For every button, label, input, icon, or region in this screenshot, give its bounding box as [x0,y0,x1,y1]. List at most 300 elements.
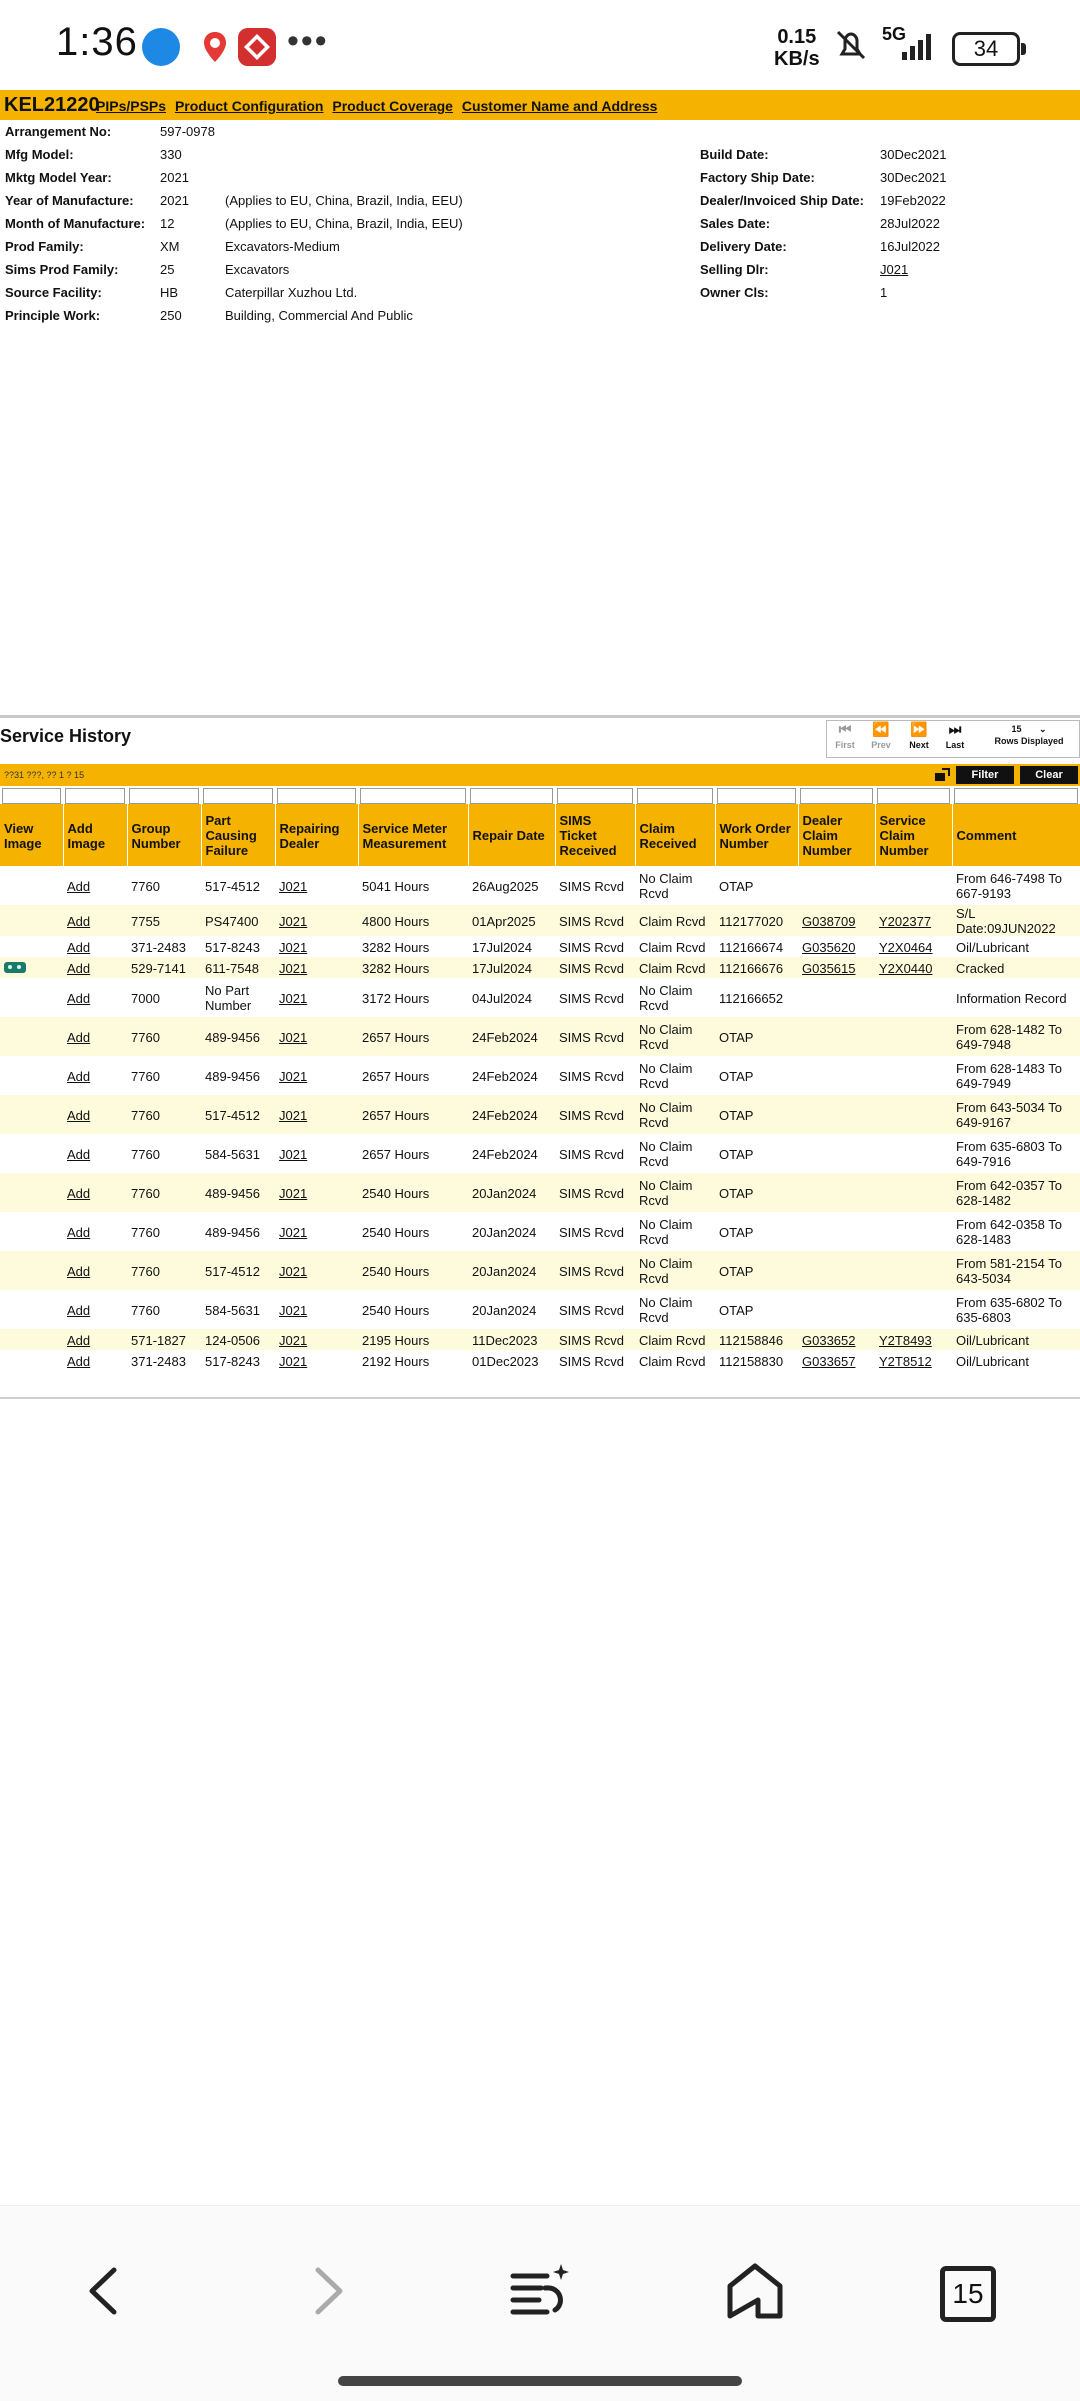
cell-sims: SIMS Rcvd [559,1224,625,1240]
add-image-link[interactable]: Add [67,1068,91,1084]
dealer-link[interactable]: J021 [279,1224,308,1240]
filter-button[interactable]: Filter [956,766,1014,784]
detail-label: Delivery Date: [700,239,787,254]
cell-dealer [275,1350,358,1371]
dealer-link[interactable]: J021 [279,1068,308,1084]
dclaim-link[interactable]: G033652 [802,1332,856,1348]
view-image-cell [0,1212,63,1251]
view-image-cell [0,1056,63,1095]
filter-cell [63,788,127,804]
cell-dclaim [798,957,875,978]
table-row [0,1134,1080,1173]
cell-part: 489-9456 [205,1068,260,1084]
cell-dealer [275,1212,358,1251]
dclaim-link[interactable]: G035615 [802,960,856,976]
network-type: 5G [882,24,907,44]
cell-sims: SIMS Rcvd [559,1029,625,1045]
detail-value: HB [160,285,179,300]
prev-page-button[interactable]: ⏪ Prev [871,721,891,750]
cell-sims: SIMS Rcvd [559,1068,625,1084]
cell-dealer [275,978,358,1017]
detail-value: 16Jul2022 [880,239,940,254]
filter-cell [358,788,468,804]
table-row [0,1017,1080,1056]
add-image-cell [63,1095,127,1134]
cell-part: 124-0506 [205,1332,260,1348]
column-header[interactable]: Claim Received [635,804,715,866]
cell-wo: 112166652 [719,990,784,1006]
filter-row [0,788,1080,804]
add-image-cell [63,1290,127,1329]
cell-date: 04Jul2024 [472,990,532,1006]
dealer-link[interactable]: J021 [279,913,308,929]
battery-indicator: 34 [952,32,1020,66]
detail-label: Dealer/Invoiced Ship Date: [700,193,864,208]
add-image-cell [63,866,127,905]
cell-dclaim [798,1290,875,1329]
serial-number: KEL21220 [4,94,100,116]
cell-smu: 2540 Hours [362,1302,430,1318]
dealer-link[interactable]: J021 [279,1107,308,1123]
column-header[interactable]: Group Number [127,804,201,866]
cell-date: 01Apr2025 [472,913,536,929]
gesture-indicator [338,2376,742,2386]
cell-part: 489-9456 [205,1185,260,1201]
cell-claim: No Claim Rcvd [639,1295,693,1325]
table-row [0,905,1080,936]
add-image-link[interactable]: Add [67,1185,91,1201]
filter-cell [468,788,555,804]
cell-date: 24Feb2024 [472,1146,538,1162]
view-image-cell [0,936,63,957]
cell-smu: 4800 Hours [362,913,430,929]
detail-note: (Applies to EU, China, Brazil, India, EEU) [225,193,463,208]
cell-sims: SIMS Rcvd [559,913,625,929]
detail-note: Caterpillar Xuzhou Ltd. [225,285,358,300]
cell-sims: SIMS Rcvd [559,990,625,1006]
cell-dclaim [798,1212,875,1251]
filter-input[interactable] [277,788,356,804]
cell-dealer [275,1017,358,1056]
column-header[interactable]: Service Meter Measurement [358,804,468,866]
filter-cell [952,788,1080,804]
cell-part: 517-4512 [205,1107,260,1123]
cell-date: 20Jan2024 [472,1185,537,1201]
dclaim-link[interactable]: G033657 [802,1353,856,1369]
cell-wo: OTAP [719,1263,754,1279]
dealer-link[interactable]: J021 [279,1029,308,1045]
cell-comment: From 646-7498 To 667-9193 [956,871,1062,901]
add-image-link[interactable]: Add [67,960,91,976]
add-image-link[interactable]: Add [67,939,91,955]
filter-input[interactable] [637,788,713,804]
location-app-icon [196,28,234,66]
sclaim-link[interactable]: Y2T8512 [879,1353,932,1369]
dealer-link[interactable]: J021 [279,1353,308,1369]
cell-comment: Oil/Lubricant [956,1353,1029,1369]
cell-group: 571-1827 [131,1332,186,1348]
view-image-cell [0,1350,63,1371]
detail-label: Month of Manufacture: [5,216,146,231]
service-history-table [0,788,1080,1371]
cell-group: 7000 [131,990,160,1006]
cell-sims: SIMS Rcvd [559,878,625,894]
dealer-link[interactable]: J021 [279,1302,308,1318]
filter-input[interactable] [954,788,1078,804]
cell-part: 517-4512 [205,878,260,894]
view-image-cell [0,1134,63,1173]
detail-label: Source Facility: [5,285,102,300]
detail-label: Factory Ship Date: [700,170,815,185]
cell-part: 584-5631 [205,1146,260,1162]
home-icon[interactable] [720,2256,790,2326]
table-row [0,957,1080,978]
cell-sims: SIMS Rcvd [559,1302,625,1318]
dealer-link[interactable]: J021 [279,1263,308,1279]
cell-dealer [275,936,358,957]
column-header[interactable]: Repairing Dealer [275,804,358,866]
add-image-cell [63,905,127,936]
cell-comment: Cracked [956,960,1005,976]
status-bar [0,0,1080,88]
more-notifications-icon: ••• [287,22,329,60]
view-image-cell [0,1251,63,1290]
dealer-link[interactable]: J021 [279,990,308,1006]
cell-smu: 2657 Hours [362,1107,430,1123]
cell-dclaim [798,1329,875,1350]
add-image-link[interactable]: Add [67,1263,91,1279]
dclaim-link[interactable]: G038709 [802,913,856,929]
cell-sims: SIMS Rcvd [559,1146,625,1162]
cell-claim: Claim Rcvd [639,960,706,976]
cell-dclaim [798,978,875,1017]
machine-header [0,90,1080,120]
cell-wo: OTAP [719,1302,754,1318]
cell-dealer [275,1134,358,1173]
cell-wo: 112158830 [719,1353,784,1369]
cell-group: 7760 [131,878,160,894]
cell-sclaim [875,1251,952,1290]
detail-value: XM [160,239,180,254]
cell-sims: SIMS Rcvd [559,1263,625,1279]
cell-part: No Part Number [205,983,252,1013]
detail-label: Mktg Model Year: [5,170,112,185]
cell-smu: 2657 Hours [362,1146,430,1162]
cell-dclaim [798,936,875,957]
column-header[interactable]: Add Image [63,804,127,866]
detail-note: Building, Commercial And Public [225,308,413,323]
link-product-coverage[interactable]: Product Coverage [332,98,453,114]
cell-wo: OTAP [719,1029,754,1045]
cell-dclaim [798,1056,875,1095]
cell-group: 371-2483 [131,939,186,955]
filter-input[interactable] [65,788,125,804]
filter-input[interactable] [203,788,273,804]
table-bottom-border [0,1397,1080,1399]
table-row [0,1251,1080,1290]
cell-sclaim [875,1350,952,1371]
back-icon[interactable] [70,2256,140,2326]
cell-group: 7760 [131,1263,160,1279]
cell-sclaim [875,957,952,978]
cell-claim: No Claim Rcvd [639,1022,693,1052]
cell-smu: 2195 Hours [362,1332,430,1348]
add-image-cell [63,1212,127,1251]
cell-comment: From 643-5034 To 649-9167 [956,1100,1062,1130]
signal-icon [882,24,940,64]
link-product-configuration[interactable]: Product Configuration [174,98,324,114]
cell-smu: 2540 Hours [362,1185,430,1201]
filter-input[interactable] [800,788,873,804]
view-image-cell [0,957,63,978]
column-header[interactable]: View Image [0,804,63,866]
cell-sims: SIMS Rcvd [559,960,625,976]
cell-smu: 2192 Hours [362,1353,430,1369]
add-image-cell [63,1251,127,1290]
detail-value: 1 [880,285,888,300]
table-body [0,866,1080,1371]
dealer-link[interactable]: J021 [279,1185,308,1201]
cell-group: 371-2483 [131,1353,186,1369]
cell-date: 20Jan2024 [472,1263,537,1279]
add-image-link[interactable]: Add [67,1029,91,1045]
add-image-link[interactable]: Add [67,1107,91,1123]
column-header[interactable]: Repair Date [468,804,555,866]
cell-comment: From 628-1482 To 649-7948 [956,1022,1062,1052]
cell-dealer [275,1095,358,1134]
cell-comment: Information Record [956,990,1067,1006]
cell-part: 489-9456 [205,1029,260,1045]
link-customer-name-address[interactable]: Customer Name and Address [461,98,658,114]
selling-dealer-link[interactable]: J021 [880,262,909,277]
detail-value: 12 [160,216,175,231]
cell-group: 7755 [131,913,160,929]
cell-dealer [275,1056,358,1095]
cell-sclaim [875,1056,952,1095]
tabs-button[interactable]: 15 [940,2266,996,2322]
add-image-cell [63,1329,127,1350]
add-image-cell [63,1173,127,1212]
cell-dclaim [798,1134,875,1173]
cell-sclaim [875,1173,952,1212]
cell-date: 26Aug2025 [472,878,539,894]
cell-dclaim [798,905,875,936]
filter-cell [635,788,715,804]
filter-input[interactable] [129,788,199,804]
cell-dclaim [798,1017,875,1056]
sclaim-link[interactable]: Y2X0464 [879,939,933,955]
filter-input[interactable] [557,788,633,804]
cell-dealer [275,866,358,905]
table-row [0,1350,1080,1371]
filter-cell [275,788,358,804]
dealer-link[interactable]: J021 [279,960,308,976]
column-header[interactable]: Service Claim Number [875,804,952,866]
add-image-cell [63,1017,127,1056]
dealer-link[interactable]: J021 [279,939,308,955]
cell-group: 7760 [131,1302,160,1318]
dealer-link[interactable]: J021 [279,1332,308,1348]
browser-nav-bar [0,2205,1080,2401]
cell-claim: Claim Rcvd [639,1353,706,1369]
cell-dclaim [798,1251,875,1290]
forward-icon[interactable] [292,2256,362,2326]
add-image-cell [63,1350,127,1371]
filter-input[interactable] [470,788,553,804]
cell-comment: From 635-6802 To 635-6803 [956,1295,1062,1325]
cell-part: 584-5631 [205,1302,260,1318]
column-header[interactable]: Part Causing Failure [201,804,275,866]
view-image-cell [0,1329,63,1350]
cell-sims: SIMS Rcvd [559,1332,625,1348]
next-page-button[interactable]: ⏩ Next [909,721,929,750]
cell-wo: 112177020 [719,913,784,929]
cell-claim: No Claim Rcvd [639,1256,693,1286]
cell-comment: Oil/Lubricant [956,939,1029,955]
cell-dclaim [798,1173,875,1212]
cell-sclaim [875,905,952,936]
section-divider [0,715,1080,718]
cell-group: 7760 [131,1029,160,1045]
column-header[interactable]: SIMS Ticket Received [555,804,635,866]
detail-note: Excavators [225,262,290,277]
table-row [0,1056,1080,1095]
add-image-link[interactable]: Add [67,990,91,1006]
rows-displayed-select[interactable]: 15 ⌄ Rows Displayed [994,724,1064,746]
cell-sims: SIMS Rcvd [559,1107,625,1123]
cell-wo: 112166676 [719,960,784,976]
cell-claim: No Claim Rcvd [639,1139,693,1169]
cell-smu: 2540 Hours [362,1224,430,1240]
filter-input[interactable] [2,788,61,804]
view-image-cell [0,1095,63,1134]
cell-comment: S/L Date:09JUN2022 [956,906,1056,936]
cell-dealer [275,905,358,936]
column-header[interactable]: Work Order Number [715,804,798,866]
cell-smu: 3282 Hours [362,960,430,976]
view-image-cell [0,866,63,905]
cell-part: 517-8243 [205,939,260,955]
cell-sims: SIMS Rcvd [559,939,625,955]
cell-wo: OTAP [719,1068,754,1084]
cell-sclaim [875,1290,952,1329]
cell-dclaim [798,1095,875,1134]
cell-smu: 3172 Hours [362,990,430,1006]
cell-smu: 2657 Hours [362,1068,430,1084]
link-pips-psps[interactable]: PIPs/PSPs [96,98,167,114]
detail-label: Principle Work: [5,308,101,323]
cell-claim: No Claim Rcvd [639,871,693,901]
cell-dealer [275,957,358,978]
detail-label: Build Date: [700,147,769,162]
cell-smu: 5041 Hours [362,878,430,894]
cell-part: PS47400 [205,913,259,929]
game-app-icon [238,28,276,66]
add-image-cell [63,1134,127,1173]
last-page-button[interactable]: ⏭ Last [945,721,965,750]
cell-date: 17Jul2024 [472,939,532,955]
filter-cell [555,788,635,804]
add-image-link[interactable]: Add [67,1302,91,1318]
dclaim-link[interactable]: G035620 [802,939,856,955]
dealer-link[interactable]: J021 [279,878,308,894]
cell-dclaim [798,1350,875,1371]
cell-sclaim [875,1095,952,1134]
table-row [0,1329,1080,1350]
column-header[interactable]: Dealer Claim Number [798,804,875,866]
view-image-icon[interactable] [4,962,26,973]
cell-sclaim [875,978,952,1017]
add-image-cell [63,1056,127,1095]
cell-part: 517-4512 [205,1263,260,1279]
sclaim-link[interactable]: Y202377 [879,913,932,929]
detail-note: (Applies to EU, China, Brazil, India, EEU) [225,216,463,231]
cell-claim: Claim Rcvd [639,1332,706,1348]
detail-value: 2021 [160,193,189,208]
filter-input[interactable] [717,788,796,804]
cell-wo: OTAP [719,1185,754,1201]
detail-value: 30Dec2021 [880,170,947,185]
cell-claim: No Claim Rcvd [639,1217,693,1247]
detail-label: Sales Date: [700,216,771,231]
table-row [0,978,1080,1017]
filter-input[interactable] [877,788,950,804]
cell-date: 01Dec2023 [472,1353,539,1369]
filter-input[interactable] [360,788,466,804]
add-image-link[interactable]: Add [67,1353,91,1369]
clear-button[interactable]: Clear [1020,766,1078,784]
first-page-button[interactable]: ⏮ First [835,721,855,750]
sclaim-link[interactable]: Y2T8493 [879,1332,932,1348]
add-image-link[interactable]: Add [67,1332,91,1348]
table-row [0,1212,1080,1251]
cell-sclaim [875,1134,952,1173]
records-range: ??31 ???, ?? 1 ? 15 [4,770,85,780]
cell-comment: From 642-0357 To 628-1482 [956,1178,1062,1208]
mute-bell-icon [832,26,870,64]
table-row [0,1095,1080,1134]
cell-wo: OTAP [719,878,754,894]
cell-sclaim [875,866,952,905]
cell-group: 7760 [131,1224,160,1240]
cell-sclaim [875,1329,952,1350]
table-toolbar [0,764,1080,786]
cell-date: 11Dec2023 [472,1332,538,1348]
export-icon[interactable] [934,768,950,782]
detail-label: Prod Family: [5,239,84,254]
filter-cell [798,788,875,804]
cell-claim: Claim Rcvd [639,913,706,929]
service-history-title: Service History [0,726,132,746]
cell-wo: OTAP [719,1224,754,1240]
add-image-link[interactable]: Add [67,913,91,929]
cell-date: 17Jul2024 [472,960,532,976]
cell-smu: 2657 Hours [362,1029,430,1045]
column-header[interactable]: Comment [952,804,1080,866]
cell-comment: From 642-0358 To 628-1483 [956,1217,1062,1247]
dealer-link[interactable]: J021 [279,1146,308,1162]
detail-value: 28Jul2022 [880,216,940,231]
cell-date: 20Jan2024 [472,1224,537,1240]
add-image-link[interactable]: Add [67,1146,91,1162]
ai-menu-icon[interactable] [505,2256,575,2326]
sclaim-link[interactable]: Y2X0440 [879,960,933,976]
status-time: 1:36 [56,20,138,64]
add-image-link[interactable]: Add [67,878,91,894]
cell-claim: No Claim Rcvd [639,1061,693,1091]
add-image-link[interactable]: Add [67,1224,91,1240]
filter-cell [127,788,201,804]
